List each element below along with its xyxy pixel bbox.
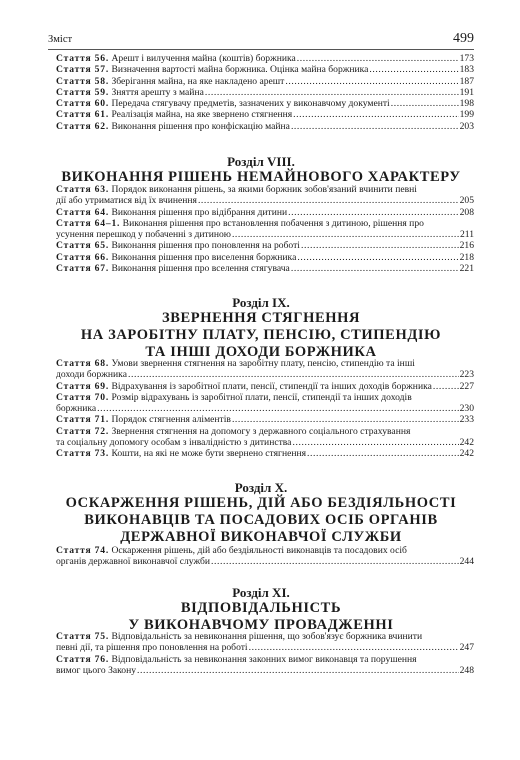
toc-entry-line — [56, 98, 474, 109]
page-ref: 187 — [459, 75, 474, 87]
toc-entry-line — [56, 631, 474, 642]
page-ref: 183 — [459, 64, 474, 76]
article-title: Порядок стягнення аліментів — [111, 414, 231, 426]
toc-entry-line — [56, 64, 474, 75]
dot-leader — [391, 98, 459, 109]
article-title: Виконання рішення про конфіскацію майна — [111, 120, 290, 132]
toc-entry — [56, 240, 474, 251]
article-title: Відповідальність за невиконання рішення, що зобов'язує боржника вчинити — [111, 631, 423, 642]
section-title-line: ВІДПОВІДАЛЬНІСТЬ — [180, 600, 342, 616]
section-number: Розділ X. — [234, 480, 288, 495]
toc-entry — [56, 87, 474, 98]
section-heading-8 — [48, 154, 474, 186]
article-label: Стаття 71. — [56, 414, 110, 426]
article-label: Стаття 64–1. — [56, 217, 121, 229]
toc-entry-line — [56, 358, 474, 369]
toc-group-1 — [56, 53, 474, 132]
article-title: Умови звернення стягнення на заробітну плату, пенсію, стипендію та інші — [111, 358, 415, 369]
page-ref: 198 — [459, 98, 474, 110]
toc-entry — [56, 358, 474, 381]
toc-entry-line — [56, 240, 474, 251]
article-text — [56, 64, 368, 75]
toc-entry-line — [56, 654, 474, 665]
page-ref: 230 — [459, 403, 474, 415]
section-number: Розділ VIII. — [227, 154, 295, 169]
page-ref: 173 — [459, 53, 474, 64]
article-title-cont: доходи боржника — [56, 369, 127, 381]
article-text — [56, 263, 290, 274]
toc-entry-line — [56, 642, 474, 653]
page-ref: 221 — [459, 263, 474, 275]
toc-entry-line — [56, 218, 474, 229]
section-heading-10 — [48, 480, 474, 546]
article-label: Стаття 62. — [56, 120, 110, 132]
toc-entry-line — [56, 665, 474, 676]
article-label: Стаття 59. — [56, 86, 110, 98]
article-title-cont: дії або утриматися від їх вчинення — [56, 195, 197, 207]
article-text — [56, 87, 204, 98]
page-ref: 199 — [459, 109, 474, 121]
article-title: Зберігання майна, на яке накладено арешт — [111, 75, 285, 87]
article-label: Стаття 63. — [56, 184, 110, 195]
article-label: Стаття 66. — [56, 251, 110, 263]
dot-leader — [285, 76, 458, 87]
toc-entry-line — [56, 426, 474, 437]
section-title-line: ВИКОНАННЯ РІШЕНЬ НЕМАЙНОВОГО ХАРАКТЕРУ — [61, 169, 461, 185]
dot-leader — [307, 448, 459, 459]
toc-entry — [56, 263, 474, 274]
dot-leader — [211, 556, 459, 567]
article-label: Стаття 72. — [56, 425, 110, 437]
section-title-line: ТА ІНШІ ДОХОДИ БОРЖНИКА — [145, 344, 377, 360]
dot-leader — [232, 414, 459, 425]
section-title-line: НА ЗАРОБІТНУ ПЛАТУ, ПЕНСІЮ, СТИПЕНДІЮ — [80, 327, 442, 343]
dot-leader — [288, 207, 458, 218]
section-number: Розділ IX. — [232, 295, 290, 310]
dot-leader — [297, 252, 458, 263]
toc-group-9 — [56, 358, 474, 460]
article-label: Стаття 73. — [56, 448, 110, 460]
page-ref: 244 — [459, 556, 474, 568]
article-text — [56, 448, 306, 459]
article-label: Стаття 61. — [56, 109, 110, 121]
article-title: Порядок виконання рішень, за якими боржник зобов'язаний вчинити певні — [111, 184, 417, 195]
toc-entry-line — [56, 207, 474, 218]
page-ref: 248 — [459, 664, 474, 676]
toc-entry — [56, 414, 474, 425]
article-text — [56, 207, 287, 218]
section-heading-11 — [48, 585, 474, 634]
article-title: Виконання рішення про встановлення побачення з дитиною, рішення про — [122, 217, 424, 229]
toc-entry-line — [56, 229, 474, 240]
toc-entry-line — [56, 87, 474, 98]
dot-leader — [293, 109, 458, 120]
section-title-line: ДЕРЖАВНОЇ ВИКОНАВЧОЇ СЛУЖБИ — [120, 529, 402, 545]
toc-entry — [56, 121, 474, 132]
toc-entry — [56, 448, 474, 459]
article-label: Стаття 70. — [56, 391, 110, 403]
toc-entry — [56, 654, 474, 677]
toc-entry-line — [56, 448, 474, 459]
toc-entry-line — [56, 184, 474, 195]
toc-entry — [56, 631, 474, 654]
article-label: Стаття 76. — [56, 653, 110, 665]
toc-entry-line — [56, 109, 474, 120]
article-label: Стаття 68. — [56, 358, 110, 369]
toc-entry — [56, 252, 474, 263]
toc-entry — [56, 109, 474, 120]
article-label: Стаття 74. — [56, 545, 110, 556]
article-title: Звернення стягнення на допомогу з державного соціального страхування — [111, 425, 411, 437]
page-ref: 247 — [459, 642, 474, 654]
article-title: Зняття арешту з майна — [111, 86, 204, 98]
toc-entry-line — [56, 53, 474, 64]
dot-leader — [292, 437, 458, 448]
section-title-line: ВИКОНАВЦІВ ТА ПОСАДОВИХ ОСІБ ОРГАНІВ — [84, 512, 438, 528]
article-label: Стаття 56. — [56, 53, 110, 64]
article-title: Виконання рішення про виселення боржника — [111, 251, 297, 263]
page-number: 499 — [453, 31, 474, 46]
page-ref: 242 — [459, 437, 474, 449]
article-title: Виконання рішення про вселення стягувача — [111, 263, 290, 275]
article-label: Стаття 57. — [56, 64, 110, 76]
toc-entry — [56, 381, 474, 392]
toc-entry-line — [56, 556, 474, 567]
dot-leader — [97, 403, 458, 414]
article-title: Реалізація майна, на яке звернено стягнення — [111, 109, 293, 121]
toc-entry-line — [56, 545, 474, 556]
toc-entry-line — [56, 414, 474, 425]
page-ref: 227 — [459, 380, 474, 392]
running-head: Зміст — [48, 34, 73, 45]
section-heading-9 — [48, 295, 474, 361]
page-ref: 211 — [459, 229, 474, 241]
dot-leader — [291, 263, 459, 274]
toc-entry-line — [56, 252, 474, 263]
toc-entry-line — [56, 76, 474, 87]
toc-entry — [56, 53, 474, 64]
toc-entry — [56, 184, 474, 207]
article-label: Стаття 65. — [56, 240, 110, 252]
page-header — [48, 31, 474, 49]
toc-entry — [56, 392, 474, 415]
article-title-cont: органів державної виконавчої служби — [56, 556, 210, 568]
toc-entry-line — [56, 263, 474, 274]
article-title-cont: боржника — [56, 403, 97, 415]
article-title: Кошти, на які не може бути звернено стягнення — [111, 448, 307, 460]
toc-entry — [56, 64, 474, 75]
article-title-cont: певні дії, та рішення про поновлення на роботі — [56, 642, 248, 654]
section-title-line: ОСКАРЖЕННЯ РІШЕНЬ, ДІЙ АБО БЕЗДІЯЛЬНОСТІ — [65, 495, 457, 511]
page-ref: 191 — [459, 86, 474, 98]
article-title: Відрахування із заробітної плати, пенсії, стипендії та інших доходів боржника — [111, 380, 432, 392]
toc-entry-line — [56, 437, 474, 448]
dot-leader — [249, 642, 459, 653]
dot-leader — [205, 87, 459, 98]
section-number: Розділ XI. — [232, 585, 290, 600]
page-ref: 242 — [459, 448, 474, 460]
page-ref: 216 — [459, 240, 474, 252]
article-label: Стаття 58. — [56, 75, 110, 87]
page-ref: 233 — [459, 414, 474, 426]
page-ref: 203 — [459, 120, 474, 132]
page-ref: 208 — [459, 206, 474, 218]
toc-entry — [56, 218, 474, 241]
dot-leader — [232, 229, 459, 240]
toc-group-10 — [56, 545, 474, 568]
dot-leader — [301, 240, 459, 251]
dot-leader — [297, 53, 459, 64]
article-title: Виконання рішення про відібрання дитини — [111, 206, 288, 218]
page-ref: 218 — [459, 251, 474, 263]
toc-entry-line — [56, 403, 474, 414]
article-text — [56, 252, 296, 263]
article-text — [56, 109, 292, 120]
dot-leader — [137, 665, 459, 676]
article-label: Стаття 75. — [56, 631, 110, 642]
toc-entry — [56, 76, 474, 87]
article-text — [56, 414, 231, 425]
dot-leader — [198, 195, 459, 206]
article-title-cont: усунення перешкод у побаченні з дитиною — [56, 229, 231, 241]
article-label: Стаття 64. — [56, 206, 110, 218]
article-text — [56, 53, 296, 64]
article-text — [56, 240, 300, 251]
article-title-cont: вимог цього Закону — [56, 664, 137, 676]
toc-entry — [56, 426, 474, 449]
article-title-cont: та соціальну допомогу особам з інвалідністю з дитинства — [56, 437, 292, 449]
toc-entry-line — [56, 121, 474, 132]
toc-entry-line — [56, 392, 474, 403]
dot-leader — [291, 121, 459, 132]
article-text — [56, 381, 432, 392]
article-label: Стаття 67. — [56, 263, 110, 275]
page-ref: 205 — [459, 195, 474, 207]
article-title: Оскарження рішень, дій або бездіяльності виконавців та посадових осіб — [111, 545, 407, 556]
article-title: Передача стягувачу предметів, зазначених у виконавчому документі — [111, 98, 390, 110]
section-title-line: ЗВЕРНЕННЯ СТЯГНЕННЯ — [161, 310, 361, 326]
toc-entry-line — [56, 369, 474, 380]
toc-entry-line — [56, 381, 474, 392]
article-title: Відповідальність за невиконання законних вимог виконавця та порушення — [111, 653, 417, 665]
article-title: Розмір відрахувань із заробітної плати, пенсії, стипендії та інших доходів — [111, 391, 412, 403]
page-ref: 223 — [459, 369, 474, 381]
toc-group-11 — [56, 631, 474, 676]
article-text — [56, 98, 390, 109]
toc-entry-line — [56, 195, 474, 206]
dot-leader — [433, 381, 459, 392]
article-text — [56, 121, 290, 132]
header-rule — [48, 49, 474, 50]
article-title: Виконання рішення про поновлення на роботі — [111, 240, 300, 252]
toc-entry — [56, 98, 474, 109]
toc-entry — [56, 545, 474, 568]
dot-leader — [128, 369, 459, 380]
toc-entry — [56, 207, 474, 218]
article-label: Стаття 69. — [56, 380, 110, 392]
article-label: Стаття 60. — [56, 98, 110, 110]
dot-leader — [369, 64, 458, 75]
article-title: Визначення вартості майна боржника. Оцінка майна боржника — [111, 64, 369, 76]
article-text — [56, 76, 284, 87]
toc-group-8 — [56, 184, 474, 274]
article-title: Арешт і вилучення майна (коштів) боржника — [111, 53, 296, 64]
section-title-line: У ВИКОНАВЧОМУ ПРОВАДЖЕННІ — [128, 617, 394, 633]
